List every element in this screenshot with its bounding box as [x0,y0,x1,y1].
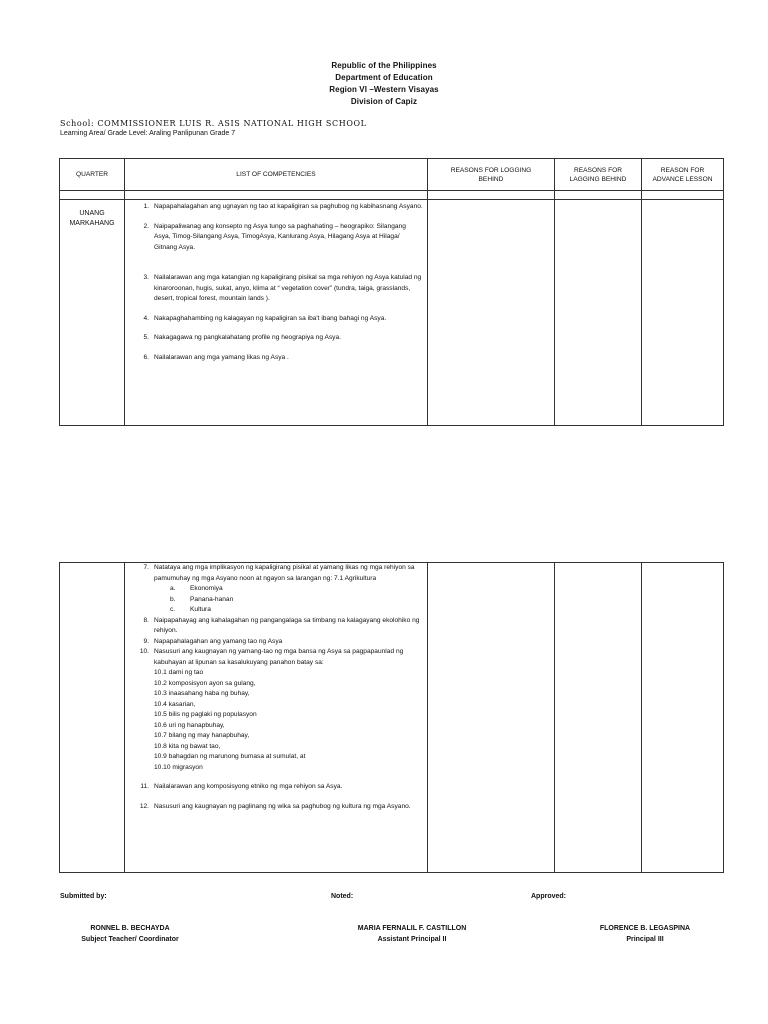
approved-title: Principal III [626,936,664,943]
table-spacer-row [60,191,724,200]
competency-table-2 [59,562,724,873]
table-row [60,563,724,873]
list-item: 11. Nailalarawan ang komposisyong etniko ng mga rehiyon sa Asya. [140,783,343,790]
header-region: Region VI –Western Visayas [329,85,439,94]
sub-item: 10.1 dami ng tao [154,669,204,676]
sub-list [154,668,423,773]
sub-item: c. Kultura [170,606,211,613]
submitted-label: Submitted by: [60,893,107,900]
competency-list [125,563,427,812]
logging-cell [428,200,555,426]
submitted-name: RONNEL B. BECHAYDA [90,925,170,932]
noted-title: Assistant Principal II [377,936,447,943]
lagging-cell [555,563,642,873]
table-row [60,200,724,426]
sub-item: b. Panana-hanan [170,595,234,603]
advance-cell [642,563,724,873]
header-quarter: QUARTER [60,159,125,191]
header-reasons-logging: REASONS FOR LOGGING BEHIND [428,159,555,191]
list-item: 5. Nakagagawa ng pangkalahatang profile ng heograpiya ng Asya. [143,334,341,341]
submitted-title: Subject Teacher/ Coordinator [81,936,179,943]
sub-item: 10.2 komposisyon ayon sa gulang, [154,679,256,687]
competency-list [125,200,427,363]
header-division: Division of Capiz [350,97,418,106]
sub-item: 10.9 bahagdan ng marunong bumasa at sumulat, at [154,753,306,760]
list-item: 12. Nasusuri ang kaugnayan ng paglinang ng wika sa paghubog ng kultura ng mga Asyano. [139,802,411,810]
list-item: 4. Nakapaghahambing ng kalagayan ng kapaligiran sa iba't ibang bahagi ng Asya. [143,314,387,322]
noted-name: MARIA FERNALIL F. CASTILLON [357,925,467,932]
competency-table-1 [59,158,724,426]
header-competencies: LIST OF COMPETENCIES [125,159,428,191]
list-item: 3. Nailalarawan ang mga katangian ng kapaligirang pisikal sa mga rehiyon ng Asya katulad ng kinaroroonan, hugis, sukat, anyo, klima at “ vegetation cover” (tundra, taiga, grasslands, desert, tropical forest, mountain lands ). [143,274,422,302]
list-item: 7. Natataya ang mga implikasyon ng kapaligirang pisikal at yamang likas ng mga rehiyon sa pamumuhay ng mga Asyano noon at ngayon sa larangan ng: 7.1 Agrikultura a. Ekonomiya b. Panana-hanan c. Kultura [125,563,427,616]
header-reasons-lagging: REASONS FOR LAGGING BEHIND [555,159,642,191]
sub-item: 10.3 inaasahang haba ng buhay, [154,690,250,697]
noted-label: Noted: [331,893,354,900]
sub-list [154,584,423,616]
list-item: 10. Nasusuri ang kaugnayan ng yamang-tao ng mga bansa ng Asya sa pagpapaunlad ng kabuhayan at lipunan sa kasalukuyang panahon batay sa: 10.1 dami ng tao 10.2 komposisyon ayon sa gulang, 10.3 inaasahang haba ng buhay, 10.4 kasarian, 10.5 bilis ng paglaki ng populasyon 10.6 uri ng hanapbuhay, 10.7 bilang ng may hanapbuhay, 10.8 kita ng bawat tao, 10.9 bahagdan ng marunong bumasa at sumulat, at 10.10 migrasyon [125,647,427,773]
sub-item: 10.10 migrasyon [154,763,203,771]
sub-item: 10.8 kita ng bawat tao, [154,742,221,750]
list-item: 1. Napapahalagahan ang ugnayan ng tao at kapaligiran sa paghubog ng kabihasnang Asyano. [143,203,423,210]
lagging-cell [555,200,642,426]
sub-item: 10.7 bilang ng may hanapbuhay, [154,732,250,739]
sub-item: 10.5 bilis ng paglaki ng populasyon [154,711,257,718]
sub-item: 10.4 kasarian, [154,700,196,708]
header-reason-advance: REASON FOR ADVANCE LESSON [642,159,724,191]
quarter-cell [60,200,125,426]
advance-cell [642,200,724,426]
list-item: 2. Naipapaliwanag ang konsepto ng Asya tungo sa paghahating – heograpiko: Silangang Asya, Timog-Silangang Asya, TimogAsya, Kanlurang Asya, Hilagang Asya at Hilaga/ Gitnang Asya. [143,222,406,251]
table-header-row [60,159,724,191]
sub-item: 10.6 uri ng hanapbuhay, [154,721,225,729]
sub-item: a. Ekonomiya [170,585,223,592]
logging-cell [428,563,555,873]
competencies-cell [125,563,428,873]
approved-name: FLORENCE B. LEGASPINA [599,925,691,932]
header-republic: Republic of the Philippines [331,61,437,70]
quarter-cell [60,563,125,873]
header-department: Department of Education [335,73,433,82]
quarter-label: UNANG MARKAHANG [69,210,115,227]
approved-label: Approved: [531,893,566,900]
list-item: 9. Napapahalagahan ang yamang tao ng Asya [143,637,283,645]
list-item: 8. Naipapahayag ang kahalagahan ng pangangalaga sa timbang na kalagayang ekolohiko ng rehiyon. [143,616,420,634]
competencies-cell [125,200,428,426]
learning-area: Learning Area/ Grade Level: Araling Panlipunan Grade 7 [60,130,236,137]
list-item: 6. Nailalarawan ang mga yamang likas ng Asya . [143,353,289,361]
school-name: School: COMMISSIONER LUIS R. ASIS NATIONAL HIGH SCHOOL [60,119,367,128]
document-header [0,60,768,108]
